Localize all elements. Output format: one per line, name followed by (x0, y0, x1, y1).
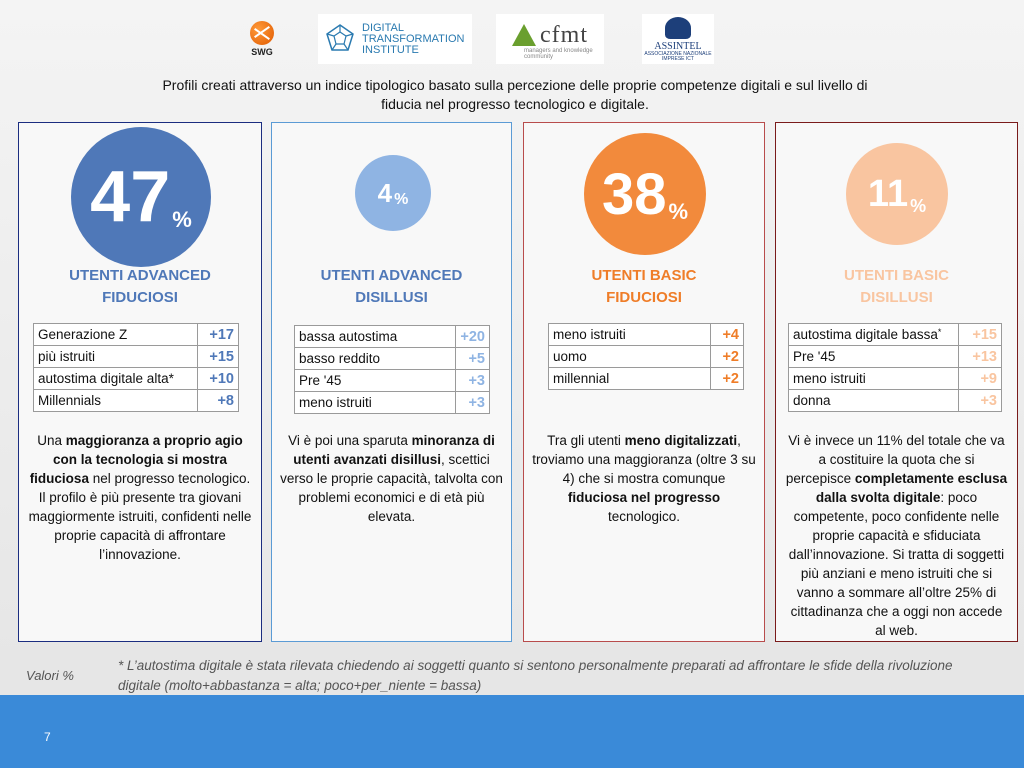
stats-table (548, 323, 744, 390)
desc-segment-bold: meno digitalizzati (624, 433, 738, 448)
swg-logo (242, 14, 282, 64)
row-label: basso reddito (295, 348, 456, 370)
row-label: millennial (549, 368, 711, 390)
desc-segment: Una (37, 433, 66, 448)
desc-segment: : poco competente, poco confidente nelle proprie capacità e sfiduciata dall’innovazione. Si tratta di soggetti più anziani e meno istruiti che si vanno a sommare all’oltre 25% di cittadinanza che a oggi non accede al web. (788, 490, 1005, 638)
row-label (789, 324, 959, 346)
percentage-circle (71, 127, 211, 267)
table-row (34, 368, 239, 390)
row-label-text: autostima digitale bassa (793, 327, 938, 342)
values-unit-note: Valori % (26, 668, 74, 683)
profile-title-line-1: UTENTI BASIC (591, 267, 697, 284)
profile-title-line-2: DISILLUSI (860, 289, 933, 306)
percentage-value: 47 (90, 157, 171, 237)
percent-symbol: % (910, 196, 927, 216)
row-value: +8 (198, 390, 239, 412)
desc-segment-bold: completamente esclusa dalla svolta digitale (815, 471, 1008, 505)
profile-card-basic-fiduciosi (523, 122, 765, 642)
dti-logo-text (362, 23, 464, 56)
desc-segment-bold: minoranza di utenti avanzati disillusi (293, 433, 495, 467)
desc-segment: Vi è invece un 11% del totale che va a costituire la quota che si percepisce (785, 433, 1005, 486)
percentage-circle (355, 155, 431, 231)
assintel-logo-text: ASSINTEL (654, 40, 702, 52)
page-number: 7 (44, 730, 51, 744)
row-label: Pre '45 (295, 370, 456, 392)
table-row (295, 370, 490, 392)
table-row (549, 324, 744, 346)
row-value: +3 (959, 390, 1002, 412)
profile-card-advanced-fiduciosi (18, 122, 262, 642)
stats-table (294, 325, 490, 414)
cfmt-logo (496, 14, 604, 64)
row-label: più istruiti (34, 346, 198, 368)
dti-line-2: TRANSFORMATION (362, 32, 465, 45)
table-row (789, 368, 1002, 390)
row-label: autostima digitale alta* (34, 368, 198, 390)
desc-segment: , scettici verso le proprie capacità, talvolta con problemi economici e di età più elevata. (280, 452, 503, 524)
row-label: meno istruiti (295, 392, 456, 414)
row-value: +5 (456, 348, 490, 370)
desc-segment-bold: maggioranza a proprio agio con la tecnologia si mostra fiduciosa (29, 433, 243, 486)
percent-symbol: % (394, 191, 409, 208)
dodecahedron-icon (324, 23, 356, 55)
dti-line-3: INSTITUTE (362, 43, 419, 56)
footer-bar (0, 695, 1024, 768)
profile-title-line-1: UTENTI ADVANCED (320, 267, 463, 284)
table-row (789, 346, 1002, 368)
assintel-logo-subtext: ASSOCIAZIONE NAZIONALE IMPRESE ICT (644, 50, 712, 62)
profile-card-advanced-disillusi (271, 122, 512, 642)
percentage-circle (584, 133, 706, 255)
cfmt-logo-subtext: managers and knowledge community (524, 48, 593, 60)
profile-description (280, 431, 503, 526)
footnote: * L’autostima digitale è stata rilevata chiedendo ai soggetti quanto si sentono personalmente preparati ad affrontare le sfide della rivoluzione digitale (molto+abbastanza = alta; poco+per_niente = bassa) (118, 658, 953, 693)
row-value: +2 (711, 346, 744, 368)
desc-segment: nel progresso tecnologico. Il profilo è più presente tra giovani maggiormente istruiti, confidenti nelle proprie capacità di affrontare l’innovazione. (28, 471, 252, 562)
desc-segment-bold: fiduciosa nel progresso (567, 490, 721, 505)
cfmt-logo-text: cfmt (540, 21, 588, 48)
logo-bar (0, 14, 1024, 66)
row-label: Millennials (34, 390, 198, 412)
profile-title-line-1: UTENTI BASIC (844, 267, 949, 284)
profile-description (532, 431, 756, 526)
table-row (549, 368, 744, 390)
profile-title-line-2: FIDUCIOSI (102, 289, 178, 306)
row-label: uomo (549, 346, 711, 368)
profile-title (272, 265, 511, 309)
dti-logo (318, 14, 472, 64)
row-label: meno istruiti (789, 368, 959, 390)
row-label: Pre '45 (789, 346, 959, 368)
footnote-star: * (937, 327, 942, 337)
profile-title (776, 265, 1017, 309)
profile-title (19, 265, 261, 309)
percent-symbol: % (172, 207, 192, 232)
table-row (789, 390, 1002, 412)
table-row (295, 348, 490, 370)
table-row (295, 326, 490, 348)
row-label: donna (789, 390, 959, 412)
desc-segment: , troviamo una maggioranza (oltre 3 su 4) che si mostra comunque (532, 433, 756, 486)
row-value: +3 (456, 370, 490, 392)
row-value: +17 (198, 324, 239, 346)
row-value: +2 (711, 368, 744, 390)
row-value: +13 (959, 346, 1002, 368)
table-row (789, 324, 1002, 346)
row-value: +9 (959, 368, 1002, 390)
profile-title-line-2: DISILLUSI (355, 289, 428, 306)
percent-symbol: % (668, 199, 689, 224)
row-value: +10 (198, 368, 239, 390)
assintel-logo (642, 14, 714, 64)
row-value: +3 (456, 392, 490, 414)
table-row (34, 346, 239, 368)
table-row (549, 346, 744, 368)
intro-text: Profili creati attraverso un indice tipologico basato sulla percezione delle proprie competenze digitali e sul livello di fiducia nel progresso tecnologico e digitale. (162, 77, 868, 112)
swg-ball-icon (250, 21, 274, 45)
row-label: Generazione Z (34, 324, 198, 346)
table-row (34, 390, 239, 412)
profile-title-line-2: FIDUCIOSI (606, 289, 682, 306)
row-value: +20 (456, 326, 490, 348)
row-value: +4 (711, 324, 744, 346)
cfmt-triangle-icon (512, 24, 536, 46)
percentage-value: 11 (867, 172, 909, 215)
row-label: bassa autostima (295, 326, 456, 348)
row-value: +15 (959, 324, 1002, 346)
profile-description (27, 431, 253, 564)
profile-title (524, 265, 764, 309)
table-row (295, 392, 490, 414)
desc-segment: Vi è poi una sparuta (288, 433, 412, 448)
row-label: meno istruiti (549, 324, 711, 346)
row-value: +15 (198, 346, 239, 368)
stats-table (33, 323, 239, 412)
desc-segment: Tra gli utenti (547, 433, 625, 448)
percentage-value: 4 (377, 177, 393, 208)
percentage-circle (846, 143, 948, 245)
profile-card-basic-disillusi (775, 122, 1018, 642)
desc-segment: tecnologico. (607, 509, 681, 524)
swg-logo-text: SWG (251, 47, 273, 57)
percentage-value: 38 (601, 161, 667, 227)
profile-title-line-1: UTENTI ADVANCED (69, 267, 211, 284)
profile-description (784, 431, 1009, 640)
stats-table (788, 323, 1002, 412)
eagle-icon (665, 17, 691, 39)
table-row (34, 324, 239, 346)
dti-line-1: DIGITAL (362, 21, 404, 34)
